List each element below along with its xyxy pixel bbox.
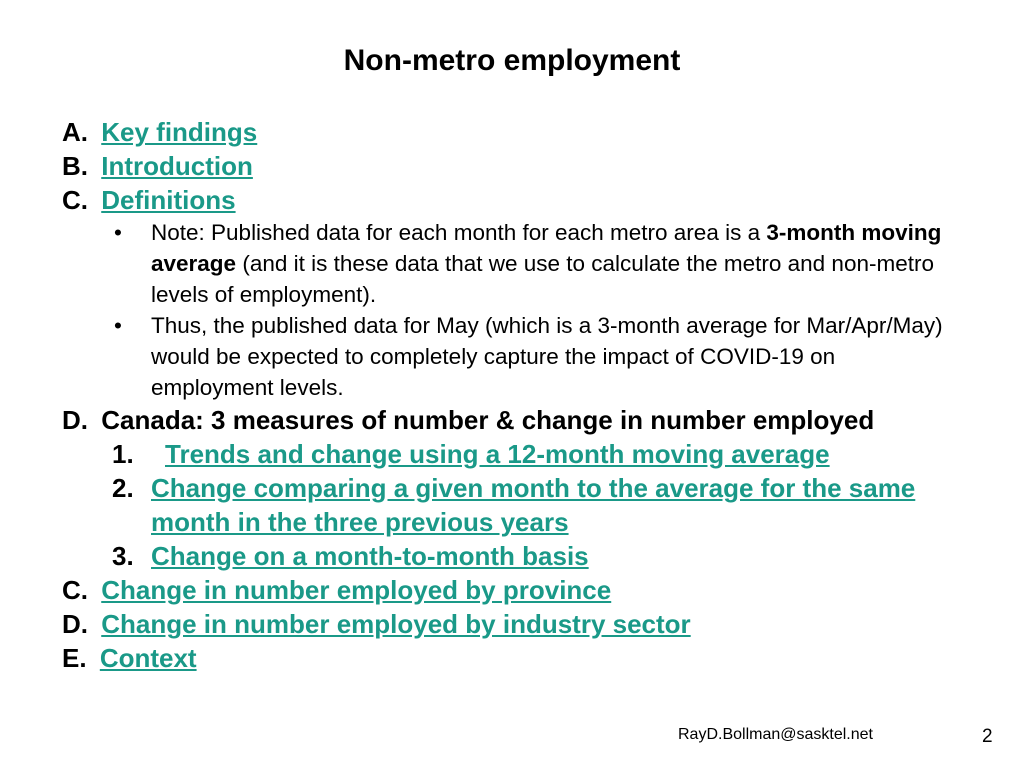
toc-subitem-3 [62, 539, 982, 573]
toc-item-e [62, 641, 982, 675]
toc-letter: E. [62, 643, 87, 673]
note-item [62, 217, 951, 310]
link-trends-12-month[interactable]: Trends and change using a 12-month moving average [165, 439, 830, 469]
page-title: Non-metro employment [343, 44, 681, 77]
bullet-icon: • [114, 313, 122, 338]
link-definitions[interactable]: Definitions [101, 185, 236, 215]
link-month-to-month[interactable]: Change on a month-to-month basis [151, 541, 589, 571]
section-heading: Canada: 3 measures of number & change in number employed [101, 405, 875, 435]
note-emphasis: 3-month moving average [151, 220, 942, 276]
link-context[interactable]: Context [99, 643, 197, 673]
toc-item-d2 [62, 607, 982, 641]
toc-letter: C. [62, 575, 88, 605]
toc-item-a [62, 115, 982, 149]
note-item [62, 310, 951, 403]
footer-email: RayD.Bollman@sasktel.net [678, 726, 873, 743]
link-key-findings[interactable]: Key findings [101, 117, 258, 147]
link-by-industry[interactable]: Change in number employed by industry sector [101, 609, 691, 639]
note-text: Thus, the published data for May (which is a 3-month average for Mar/Apr/May) would be expected to completely capture the impact of COVID-19 on employment levels. [151, 313, 943, 400]
note-text: Note: Published data for each month for each metro area is a [151, 220, 767, 245]
toc-subitem-1 [62, 437, 982, 471]
bullet-icon: • [114, 220, 122, 245]
subitem-number: 2. [112, 473, 134, 503]
table-of-contents [62, 115, 982, 675]
page-number: 2 [982, 726, 993, 747]
link-introduction[interactable]: Introduction [101, 151, 253, 181]
toc-item-c [62, 183, 982, 217]
toc-letter: B. [62, 151, 88, 181]
toc-letter: A. [62, 117, 88, 147]
toc-item-d [62, 403, 982, 437]
toc-item-c2 [62, 573, 982, 607]
toc-letter: C. [62, 185, 88, 215]
definition-notes [62, 217, 982, 403]
note-text: (and it is these data that we use to calculate the metro and non-metro levels of employment). [151, 251, 934, 307]
subitem-number: 3. [112, 541, 134, 571]
link-by-province[interactable]: Change in number employed by province [101, 575, 612, 605]
link-change-same-month[interactable]: Change comparing a given month to the average for the same month in the three previous years [151, 473, 916, 537]
toc-item-b [62, 149, 982, 183]
toc-letter: D. [62, 609, 88, 639]
toc-subitem-2 [62, 471, 931, 539]
toc-letter: D. [62, 405, 88, 435]
subitem-number: 1. [112, 439, 134, 469]
